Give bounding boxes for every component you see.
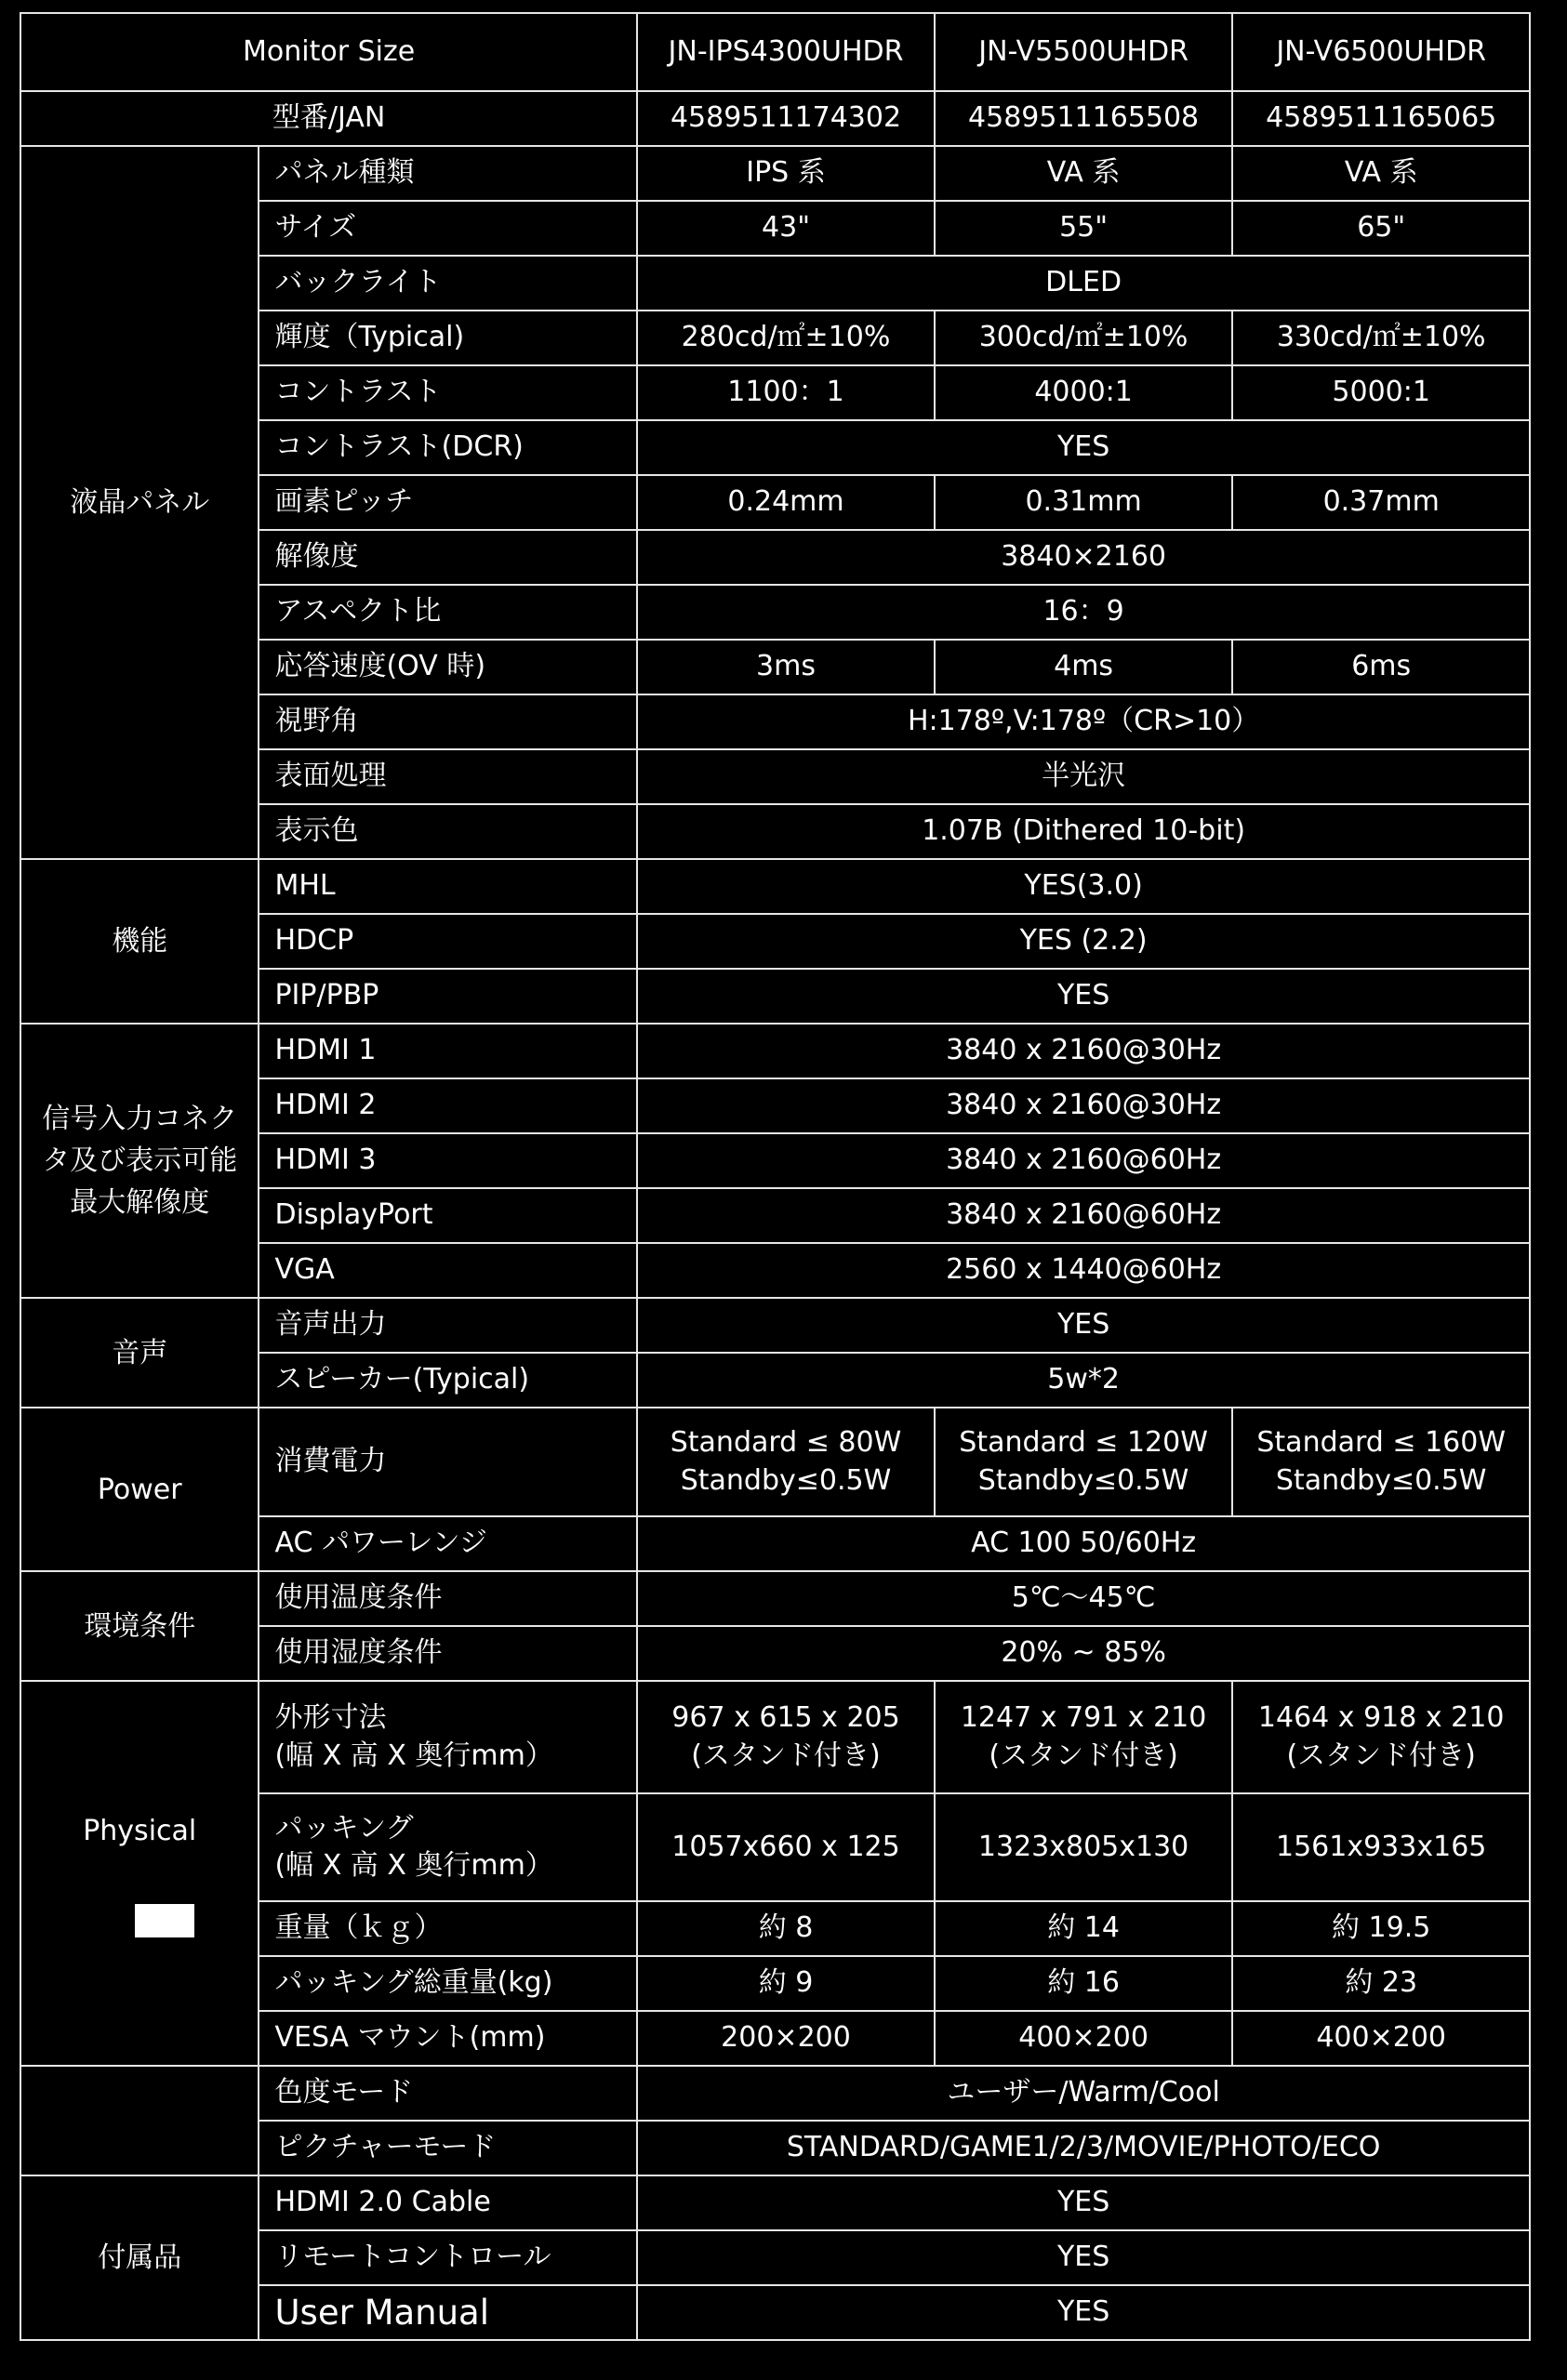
cell-value: STANDARD/GAME1/2/3/MOVIE/PHOTO/ECO [637, 2121, 1530, 2175]
cell-value: 6ms [1232, 640, 1530, 694]
power-standard: Standard ≤ 160W [1256, 1426, 1506, 1459]
cell-value: 330cd/㎡±10% [1232, 311, 1530, 365]
cell-value: 4ms [935, 640, 1233, 694]
table-row [20, 2066, 1530, 2121]
cell-value: 3840 x 2160@30Hz [637, 1078, 1530, 1133]
row-label: コントラスト(DCR) [259, 420, 637, 475]
row-label: HDMI 2.0 Cable [259, 2175, 637, 2230]
row-label: コントラスト [259, 365, 637, 420]
table-row [20, 146, 1530, 201]
dims-value: 1247 x 791 x 210 [960, 1701, 1207, 1734]
model-header: JN-IPS4300UHDR [637, 13, 935, 91]
dims-value: 967 x 615 x 205 [671, 1701, 900, 1734]
cell-value: 3840 x 2160@60Hz [637, 1133, 1530, 1188]
table-row [20, 1298, 1530, 1353]
dims-note: (スタンド付き) [1286, 1739, 1476, 1772]
cell-value: 半光沢 [637, 749, 1530, 804]
power-standard: Standard ≤ 120W [959, 1426, 1208, 1459]
table-row [20, 91, 1530, 146]
cell-value: YES [637, 2285, 1530, 2340]
table-row [20, 1024, 1530, 1078]
table-row [20, 1571, 1530, 1626]
packing-label: パッキング [274, 1811, 414, 1844]
dims-value: 1464 x 918 x 210 [1257, 1701, 1505, 1734]
cell-value [935, 1408, 1233, 1516]
row-label: スピーカー(Typical) [259, 1353, 637, 1408]
dims-sublabel: (幅 X 高 X 奥行mm） [274, 1739, 553, 1772]
cell-value: 1.07B (Dithered 10-bit) [637, 804, 1530, 859]
group-audio: 音声 [20, 1298, 259, 1408]
cell-value: YES [637, 420, 1530, 475]
row-label: AC パワーレンジ [259, 1516, 637, 1571]
row-label: 音声出力 [259, 1298, 637, 1353]
cell-value: 1057x660 x 125 [637, 1793, 935, 1901]
group-power: Power [20, 1408, 259, 1571]
cell-value: YES(3.0) [637, 859, 1530, 914]
cell-value: 0.37mm [1232, 475, 1530, 530]
power-standby: Standby≤0.5W [680, 1463, 892, 1497]
table-row [20, 1681, 1530, 1793]
cell-value: 1323x805x130 [935, 1793, 1233, 1901]
cell-value: 5w*2 [637, 1353, 1530, 1408]
row-label: バックライト [259, 256, 637, 311]
row-label [259, 1793, 637, 1901]
cell-value: 400×200 [935, 2011, 1233, 2066]
row-label: VGA [259, 1243, 637, 1298]
jan-label: 型番/JAN [20, 91, 637, 146]
cell-value: 3840 x 2160@60Hz [637, 1188, 1530, 1243]
cell-value: 5000:1 [1232, 365, 1530, 420]
cell-value: YES [637, 1298, 1530, 1353]
cell-value: AC 100 50/60Hz [637, 1516, 1530, 1571]
cell-value: 5℃～45℃ [637, 1571, 1530, 1626]
table-row [20, 859, 1530, 914]
cell-value: DLED [637, 256, 1530, 311]
cell-value: 3840 x 2160@30Hz [637, 1024, 1530, 1078]
jan-code: 4589511165065 [1232, 91, 1530, 146]
row-label: 応答速度(OV 時) [259, 640, 637, 694]
cell-value: YES (2.2) [637, 914, 1530, 969]
row-label: 視野角 [259, 694, 637, 749]
row-label: パッキング総重量(kg) [259, 1956, 637, 2011]
cell-value: 280cd/㎡±10% [637, 311, 935, 365]
power-standard: Standard ≤ 80W [670, 1426, 902, 1459]
row-label: HDCP [259, 914, 637, 969]
cell-value: 43" [637, 201, 935, 256]
dims-label: 外形寸法 [274, 1701, 387, 1734]
physical-label-wrap [21, 1810, 258, 1937]
row-label: HDMI 3 [259, 1133, 637, 1188]
power-standby: Standby≤0.5W [977, 1463, 1189, 1497]
group-input: 信号入力コネクタ及び表示可能最大解像度 [20, 1024, 259, 1298]
group-function: 機能 [20, 859, 259, 1024]
cell-value: 16：9 [637, 585, 1530, 640]
cell-value: 55" [935, 201, 1233, 256]
monitor-size-header: Monitor Size [20, 13, 637, 91]
spec-table [20, 12, 1531, 2341]
row-label: アスペクト比 [259, 585, 637, 640]
cell-value: 2560 x 1440@60Hz [637, 1243, 1530, 1298]
cell-value: 約 14 [935, 1901, 1233, 1956]
cell-value: 約 8 [637, 1901, 935, 1956]
row-label: 画素ピッチ [259, 475, 637, 530]
cell-value: 1100：1 [637, 365, 935, 420]
cell-value [1232, 1408, 1530, 1516]
row-label: パネル種類 [259, 146, 637, 201]
table-row [20, 2175, 1530, 2230]
row-label: HDMI 1 [259, 1024, 637, 1078]
white-box-mark [135, 1904, 194, 1937]
row-label: HDMI 2 [259, 1078, 637, 1133]
group-env: 環境条件 [20, 1571, 259, 1681]
power-standby: Standby≤0.5W [1275, 1463, 1487, 1497]
row-label: 重量（ｋｇ） [259, 1901, 637, 1956]
cell-value [637, 1408, 935, 1516]
cell-value: 0.24mm [637, 475, 935, 530]
cell-value: IPS 系 [637, 146, 935, 201]
row-label: サイズ [259, 201, 637, 256]
cell-value: ユーザー/Warm/Cool [637, 2066, 1530, 2121]
group-accessories: 付属品 [20, 2175, 259, 2340]
row-label: 表面処理 [259, 749, 637, 804]
row-label: 解像度 [259, 530, 637, 585]
cell-value: 0.31mm [935, 475, 1233, 530]
cell-value: 1561x933x165 [1232, 1793, 1530, 1901]
row-label: 色度モード [259, 2066, 637, 2121]
jan-code: 4589511174302 [637, 91, 935, 146]
row-label: 輝度（Typical) [259, 311, 637, 365]
cell-value: YES [637, 2230, 1530, 2285]
cell-value [935, 1681, 1233, 1793]
cell-value: H:178º,V:178º（CR>10） [637, 694, 1530, 749]
row-label: PIP/PBP [259, 969, 637, 1024]
physical-label: Physical [83, 1814, 197, 1847]
cell-value: 約 9 [637, 1956, 935, 2011]
cell-value: 20% ~ 85% [637, 1626, 1530, 1681]
cell-value: 65" [1232, 201, 1530, 256]
packing-sublabel: (幅 X 高 X 奥行mm） [274, 1849, 553, 1882]
cell-value: YES [637, 969, 1530, 1024]
row-label: リモートコントロール [259, 2230, 637, 2285]
cell-value: 4000:1 [935, 365, 1233, 420]
jan-code: 4589511165508 [935, 91, 1233, 146]
row-label: 使用温度条件 [259, 1571, 637, 1626]
row-label: MHL [259, 859, 637, 914]
row-label [259, 1681, 637, 1793]
table-row [20, 1408, 1530, 1516]
cell-value [637, 1681, 935, 1793]
cell-value: YES [637, 2175, 1530, 2230]
cell-value: VA 系 [1232, 146, 1530, 201]
dims-note: (スタンド付き) [691, 1739, 881, 1772]
dims-note: (スタンド付き) [989, 1739, 1178, 1772]
row-label: 表示色 [259, 804, 637, 859]
row-label: VESA マウント(mm) [259, 2011, 637, 2066]
row-label: DisplayPort [259, 1188, 637, 1243]
group-modes [20, 2066, 259, 2175]
cell-value: 3840×2160 [637, 530, 1530, 585]
cell-value: 300cd/㎡±10% [935, 311, 1233, 365]
row-label: 使用湿度条件 [259, 1626, 637, 1681]
row-label: 消費電力 [259, 1408, 637, 1516]
row-label: User Manual [259, 2285, 637, 2340]
cell-value: 400×200 [1232, 2011, 1530, 2066]
row-label: ピクチャーモード [259, 2121, 637, 2175]
cell-value: 約 19.5 [1232, 1901, 1530, 1956]
group-panel: 液晶パネル [20, 146, 259, 859]
model-header: JN-V5500UHDR [935, 13, 1233, 91]
table-row [20, 13, 1530, 91]
cell-value: 200×200 [637, 2011, 935, 2066]
cell-value: 約 16 [935, 1956, 1233, 2011]
cell-value: VA 系 [935, 146, 1233, 201]
cell-value: 約 23 [1232, 1956, 1530, 2011]
cell-value: 3ms [637, 640, 935, 694]
model-header: JN-V6500UHDR [1232, 13, 1530, 91]
cell-value [1232, 1681, 1530, 1793]
group-physical [20, 1681, 259, 2066]
